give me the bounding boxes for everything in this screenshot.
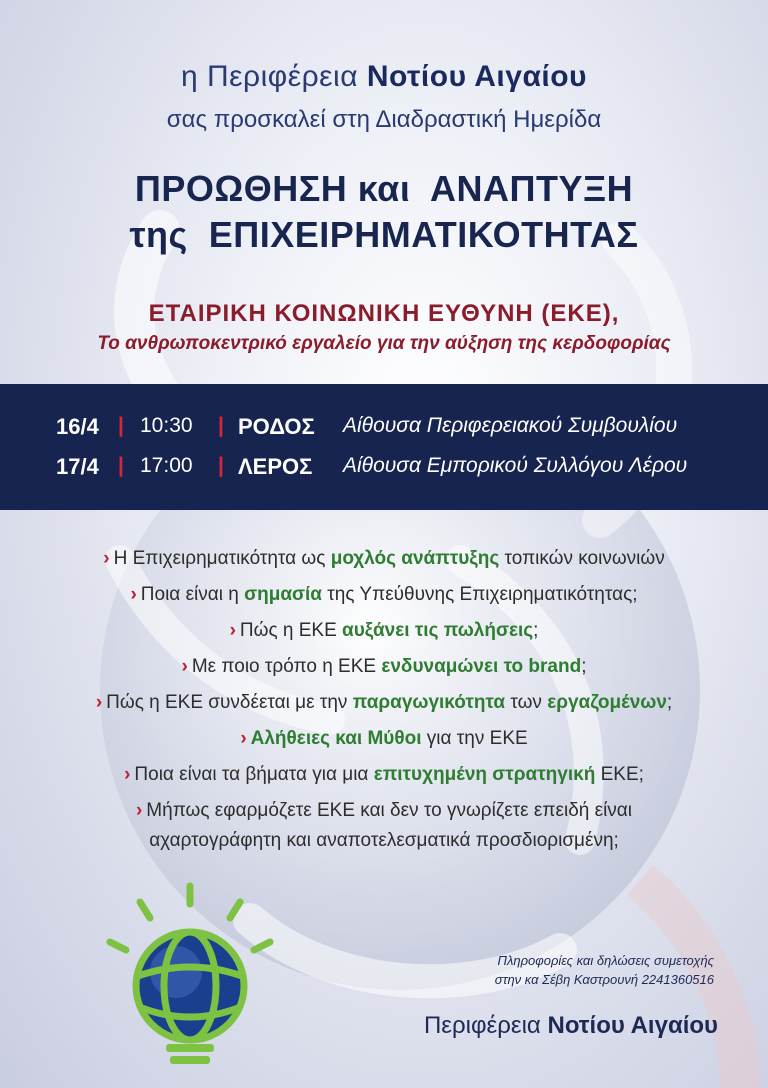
chevron-right-icon: ›: [135, 800, 143, 821]
item-text: ΕΚΕ;: [595, 764, 644, 785]
event-place: Αίθουσα Περιφερειακού Συμβουλίου: [343, 414, 678, 437]
chevron-right-icon: ›: [95, 692, 103, 713]
item-text: Ποια είναι τα βήματα για μια: [134, 764, 374, 785]
footer-region: Νοτίου Αιγαίου: [547, 1012, 718, 1039]
footer-organization: [424, 1012, 718, 1040]
list-item: [0, 656, 768, 678]
chevron-right-icon: ›: [229, 620, 236, 641]
list-item: [0, 692, 768, 714]
event-city: ΛΕΡΟΣ: [238, 454, 313, 479]
item-emphasis: αυξάνει τις πωλήσεις: [342, 620, 534, 641]
intro-region: Νοτίου Αιγαίου: [366, 60, 588, 93]
title-line-1: ΠΡΟΩΘΗΣΗ και ΑΝΑΠΤΥΞΗ: [134, 168, 634, 209]
item-emphasis: μοχλός ανάπτυξης: [330, 548, 500, 569]
title-line-2: της ΕΠΙΧΕΙΡΗΜΑΤΙΚΟΤΗΤΑΣ: [129, 214, 639, 255]
contact-line-2: στην κα Σέβη Καστρουνή 2241360516: [494, 972, 714, 987]
events-band: [0, 384, 768, 510]
event-date: 16/4: [56, 414, 99, 439]
separator: |: [218, 414, 224, 437]
chevron-right-icon: ›: [181, 656, 188, 677]
item-emphasis: εργαζομένων: [547, 692, 667, 713]
item-text: της Υπεύθυνης Επιχειρηματικότητας;: [321, 584, 638, 605]
footer-thin: Περιφέρεια: [423, 1012, 548, 1039]
item-text: των: [505, 692, 548, 713]
list-item: [0, 620, 768, 642]
chevron-right-icon: ›: [130, 584, 137, 605]
list-item: [0, 548, 768, 570]
item-text: για την ΕΚΕ: [421, 728, 528, 749]
subtitle-line-1: ΕΤΑΙΡΙΚΗ ΚΟΙΝΩΝΙΚΗ ΕΥΘΥΝΗ (ΕΚΕ),: [148, 300, 620, 327]
globe-lightbulb-icon: [100, 880, 280, 1070]
item-text: Με ποιο τρόπο η ΕΚΕ: [191, 656, 382, 677]
event-place: Αίθουσα Εμπορικού Συλλόγου Λέρου: [343, 454, 688, 477]
item-text: Πώς η ΕΚΕ: [239, 620, 343, 641]
event-date: 17/4: [56, 454, 99, 479]
item-emphasis: Αλήθειες και Μύθοι: [250, 728, 422, 749]
item-text: ;: [533, 620, 539, 641]
chevron-right-icon: ›: [124, 764, 131, 785]
list-item-continuation: [0, 830, 768, 852]
list-item: [0, 800, 768, 822]
event-time: 10:30: [140, 414, 193, 437]
item-text: τοπικών κοινωνιών: [499, 548, 665, 569]
separator: |: [118, 454, 124, 477]
subtitle-line-2: Το ανθρωποκεντρικό εργαλείο για την αύξηση της κερδοφορίας: [97, 333, 671, 354]
separator: |: [118, 414, 124, 437]
list-item: [0, 764, 768, 786]
item-emphasis: επιτυχημένη στρατηγική: [373, 764, 596, 785]
separator: |: [218, 454, 224, 477]
contact-line-1: Πληροφορίες και δηλώσεις συμετοχής: [497, 953, 714, 968]
item-text: Πώς η ΕΚΕ συνδέεται με την: [106, 692, 353, 713]
intro-thin: η Περιφέρεια: [180, 60, 367, 93]
item-text: ;: [666, 692, 673, 713]
event-time: 17:00: [140, 454, 193, 477]
item-emphasis: παραγωγικότητα: [352, 692, 506, 713]
item-text: αχαρτογράφητη και αναποτελεσματικά προσδιορισμένη;: [149, 830, 619, 851]
list-item: [0, 584, 768, 606]
item-text: Η Επιχειρηματικότητα ως: [113, 548, 331, 569]
item-text: ;: [581, 656, 587, 677]
item-text: Μήπως εφαρμόζετε ΕΚΕ και δεν το γνωρίζετε επειδή είναι: [146, 800, 633, 821]
intro-line-1: [0, 60, 768, 94]
item-emphasis: ενδυναμώνει το brand: [381, 656, 582, 677]
intro-line-2: σας προσκαλεί στη Διαδραστική Ημερίδα: [166, 106, 602, 133]
chevron-right-icon: ›: [240, 728, 247, 749]
item-emphasis: σημασία: [244, 584, 322, 605]
chevron-right-icon: ›: [103, 548, 110, 569]
event-city: ΡΟΔΟΣ: [238, 414, 315, 439]
list-item: [0, 728, 768, 750]
item-text: Ποια είναι η: [140, 584, 245, 605]
